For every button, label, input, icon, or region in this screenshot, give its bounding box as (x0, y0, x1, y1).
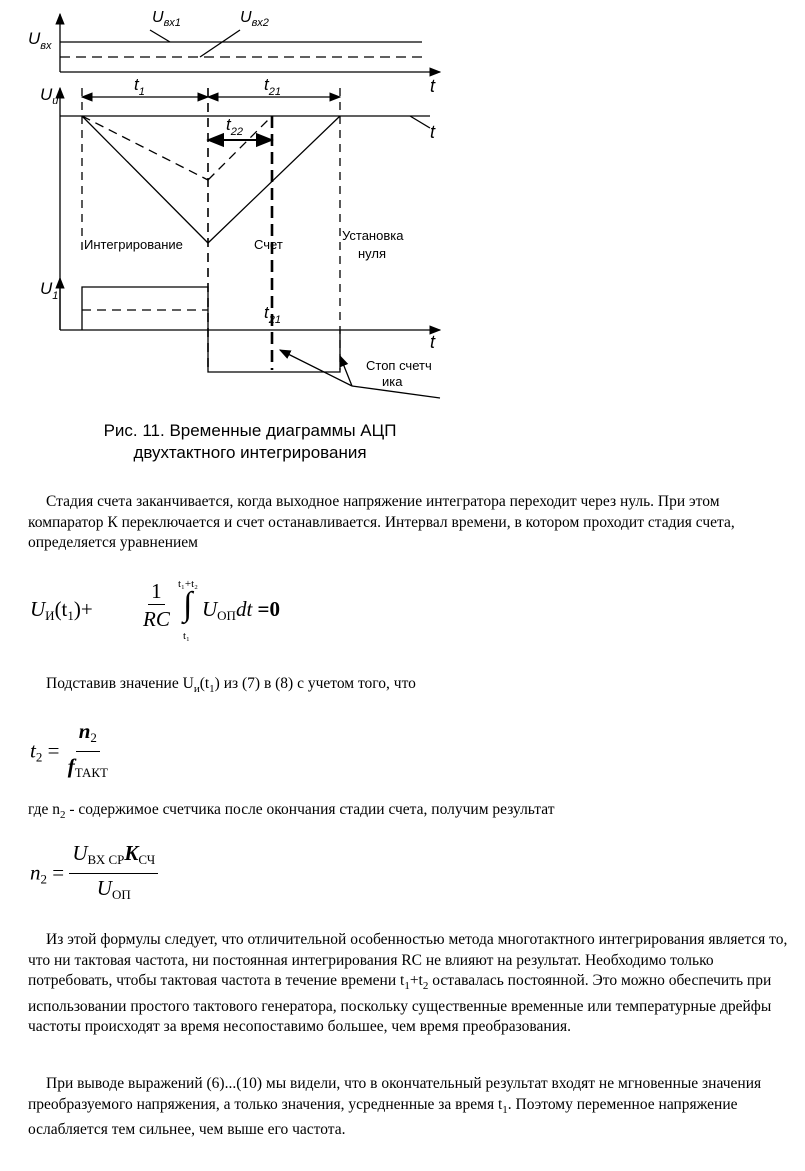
uvx1-label-sub: вх1 (163, 17, 181, 29)
svg-text:Uвх1 (152, 9, 181, 29)
uvx2-label: U (240, 9, 252, 26)
paragraph-1: Стадия счета заканчивается, когда выходное напряжение интегратора переходит через нуль. При этом компаратор К переключается и счет останавливается. Интервал времени, в котором проходит стадия счета, определяется уравнением (28, 493, 735, 551)
zero-set-label-2: нуля (358, 246, 387, 261)
figure-caption (60, 420, 440, 464)
u1-pulse-pos (82, 287, 208, 330)
stop-label-2: ика (382, 374, 403, 389)
paragraph-3: где $n_2$ - содержимое счетчика после окончания стадии счета, получим результат (28, 801, 555, 821)
uvx1-leader (150, 30, 170, 42)
timing-diagram (0, 0, 470, 410)
t21-top-label: t (264, 75, 269, 94)
ui-label: U (40, 85, 53, 104)
zero-set-label-1: Установка (342, 228, 404, 243)
t22-label: t (226, 115, 231, 134)
equation-3: $n_2$ = $\frac{U_{ВХ СР}K_{СЧ}}{U_{ОП}}$ (30, 840, 158, 909)
t21-bottom-label-sub: 21 (268, 314, 281, 326)
uvx2-leader (200, 30, 240, 57)
uvx1-label: U (152, 9, 164, 26)
paragraph-2: Подставив значение $U_и(t_1)$ из (7) в (8) с учетом того, что (46, 675, 416, 695)
ui-ramp-down-dashed (82, 116, 208, 180)
t1-label-sub: 1 (138, 86, 145, 98)
svg-text:t21 (264, 75, 281, 98)
equation-2: $t_2$ = $\frac{n_2}{f_{ТАКТ}}$ (30, 719, 108, 780)
uvx-label-sub: вх (40, 40, 52, 52)
t22-label-sub: 22 (230, 126, 243, 138)
uvx-label: U (28, 29, 41, 48)
stop-label-1: Стоп счетч (366, 358, 432, 373)
svg-text:Uи (40, 85, 58, 107)
u1-label-sub: 1 (52, 290, 59, 302)
integration-label: Интегрирование (84, 237, 183, 252)
svg-text:t1 (134, 75, 145, 98)
caption-line-1: Рис. 11. Временные диаграммы АЦП (103, 421, 397, 440)
uvx2-label-sub: вх2 (251, 17, 269, 29)
svg-text:Uвх2 (240, 9, 269, 29)
u1-pulse-neg (208, 330, 340, 372)
u1-label: U (40, 279, 53, 298)
t-axis-label-1: t (430, 76, 436, 96)
t1-label: t (134, 75, 139, 94)
t21-top-label-sub: 21 (268, 86, 281, 98)
t-leader (410, 116, 430, 128)
count-label: Счет (254, 237, 283, 252)
ui-ramp-up-solid (208, 116, 340, 243)
paragraph-5: При выводе выражений (6)...(10) мы видели, что в окончательный результат входят не мгновенные значения преобразуемого напряжения, а только значения, усредненные за время $t_1$. Поэтому переменное напряжение ослабляется тем сильнее, чем выше его частота. (28, 1075, 762, 1138)
caption-line-2: двухтактного интегрирования (133, 443, 367, 462)
ui-ramp-down-solid (82, 116, 208, 243)
t-axis-label-2: t (430, 122, 436, 142)
stop-arrow-1 (280, 350, 352, 386)
paragraph-4: Из этой формулы следует, что отличительной особенностью метода многотактного интегрирования является то, что ни тактовая частота, ни постоянная интегрирования RC не влияют на результат. Необходимо только потребовать, чтобы тактовая частота в течение времени $t_1+t_2$ оставалась постоянной. Это можно обеспечить при использовании простого тактового генератора, поскольку существенные временные или температурные дрейфы частоты происходят за время несопоставимо большее, чем время преобразования. (28, 931, 788, 1035)
svg-text:U1 (40, 279, 58, 302)
ui-label-sub: и (52, 95, 59, 107)
svg-text:Uвх (28, 29, 52, 52)
t21-bottom-label: t (264, 303, 269, 322)
t-axis-label-3: t (430, 332, 436, 352)
svg-text:t22 (226, 115, 243, 138)
